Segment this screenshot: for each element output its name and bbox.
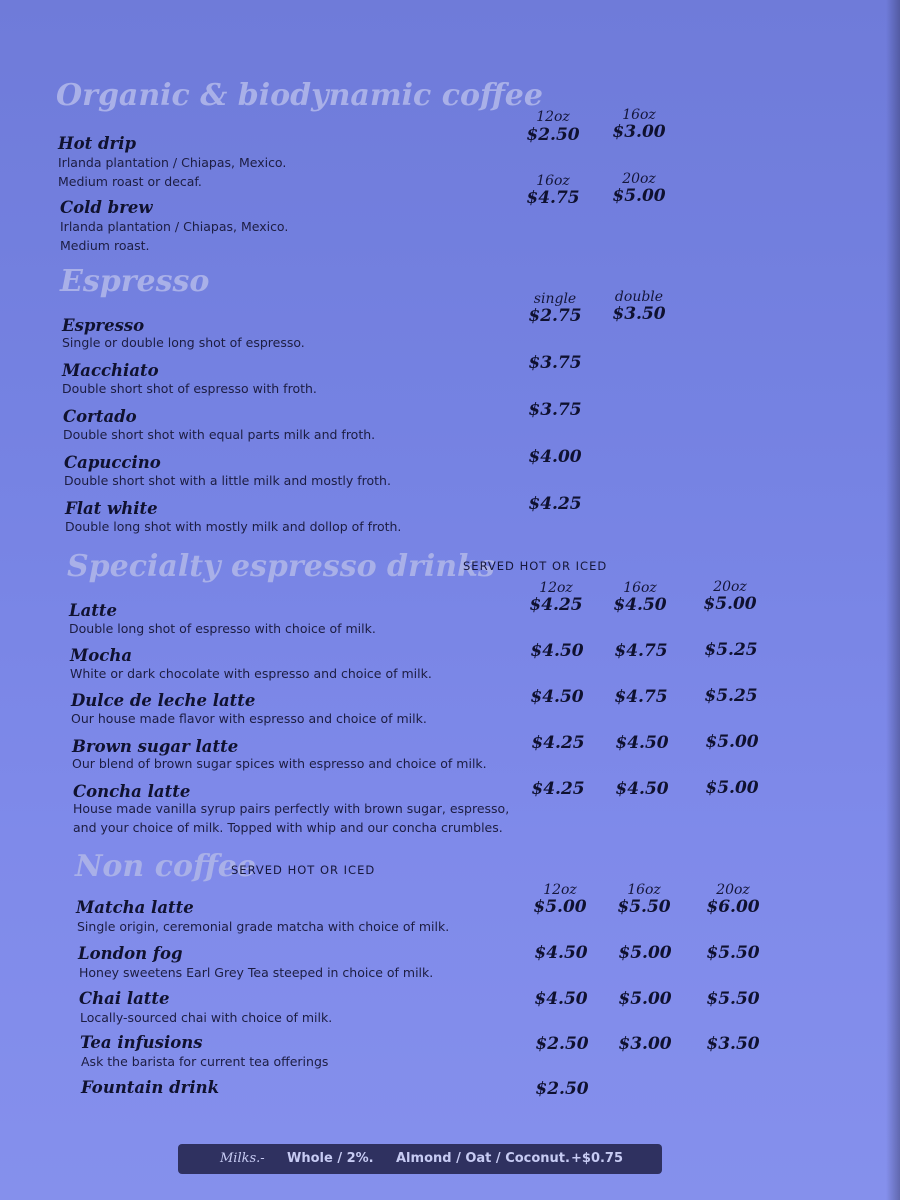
- price-dulce-de-leche-16oz: $4.75: [614, 687, 668, 707]
- price-hot-drip-16oz: $3.00: [612, 122, 666, 142]
- item-name-latte: Latte: [69, 601, 118, 620]
- item-desc-mocha: White or dark chocolate with espresso and choice of milk.: [70, 666, 432, 681]
- price-mocha-20oz: $5.25: [704, 640, 758, 660]
- size-header-single: single: [533, 291, 577, 307]
- price-concha-12oz: $4.25: [531, 779, 585, 799]
- price-chai-12oz: $4.50: [534, 989, 588, 1009]
- price-cold-brew-16oz: $4.75: [526, 188, 580, 208]
- price-tea-infusions-12oz: $2.50: [535, 1034, 589, 1054]
- price-mocha-16oz: $4.75: [614, 641, 668, 661]
- price-concha-16oz: $4.50: [615, 779, 669, 799]
- item-desc-concha-latte: House made vanilla syrup pairs perfectly with brown sugar, espresso, and your choice of milk. Topped with whip and our concha crumbles.: [73, 801, 510, 835]
- size-header-20oz: 20oz: [622, 171, 656, 187]
- item-name-dulce-de-leche-latte: Dulce de leche latte: [71, 691, 256, 710]
- size-header-16oz: 16oz: [536, 173, 570, 189]
- served-hot-or-iced-label: SERVED HOT OR ICED: [463, 559, 608, 573]
- size-header-12oz: 12oz: [536, 109, 570, 125]
- price-fountain-drink: $2.50: [535, 1079, 589, 1099]
- price-dulce-de-leche-20oz: $5.25: [704, 686, 758, 706]
- item-desc-matcha-latte: Single origin, ceremonial grade matcha with choice of milk.: [77, 919, 450, 934]
- item-name-fountain-drink: Fountain drink: [81, 1078, 220, 1097]
- page-edge-shadow: [886, 0, 900, 1200]
- item-desc-capuccino: Double short shot with a little milk and mostly froth.: [64, 473, 391, 488]
- price-tea-infusions-20oz: $3.50: [706, 1034, 760, 1054]
- price-capuccino: $4.00: [528, 447, 582, 467]
- price-hot-drip-12oz: $2.50: [526, 125, 580, 145]
- price-london-fog-12oz: $4.50: [534, 943, 588, 963]
- milks-label: Milks.-: [220, 1151, 265, 1166]
- size-header-16oz: 16oz: [622, 107, 656, 123]
- item-desc-tea-infusions: Ask the barista for current tea offerings: [81, 1054, 329, 1069]
- price-dulce-de-leche-12oz: $4.50: [530, 687, 584, 707]
- item-name-espresso: Espresso: [62, 316, 145, 335]
- item-desc-macchiato: Double short shot of espresso with froth.: [62, 381, 317, 396]
- price-chai-16oz: $5.00: [618, 989, 672, 1009]
- price-latte-12oz: $4.25: [529, 595, 583, 615]
- item-name-capuccino: Capuccino: [64, 453, 161, 472]
- item-name-hot-drip: Hot drip: [58, 134, 136, 153]
- price-latte-20oz: $5.00: [703, 594, 757, 614]
- section-title-organic: Organic & biodynamic coffee: [56, 78, 543, 113]
- item-name-concha-latte: Concha latte: [73, 782, 191, 801]
- price-macchiato: $3.75: [528, 353, 582, 373]
- item-desc-cold-brew: [60, 217, 520, 255]
- item-desc-dulce-de-leche-latte: Our house made flavor with espresso and choice of milk.: [71, 711, 427, 726]
- milks-surcharge: +$0.75: [571, 1151, 624, 1166]
- size-header-double: double: [614, 289, 664, 305]
- served-hot-or-iced-label: SERVED HOT OR ICED: [231, 863, 376, 877]
- size-header-16oz: 16oz: [623, 580, 657, 596]
- section-title-non-coffee: Non coffee: [75, 849, 256, 884]
- price-london-fog-20oz: $5.50: [706, 943, 760, 963]
- price-brown-sugar-20oz: $5.00: [705, 732, 759, 752]
- size-header-20oz: 20oz: [713, 579, 747, 595]
- price-flat-white: $4.25: [528, 494, 582, 514]
- size-header-20oz: 20oz: [716, 882, 750, 898]
- price-espresso-single: $2.75: [528, 306, 582, 326]
- item-desc-line: Medium roast or decaf.: [58, 174, 202, 189]
- item-desc-line: Medium roast.: [60, 238, 150, 253]
- item-name-flat-white: Flat white: [65, 499, 158, 518]
- item-desc-hot-drip: [58, 153, 518, 191]
- item-name-macchiato: Macchiato: [62, 361, 159, 380]
- price-latte-16oz: $4.50: [613, 595, 667, 615]
- item-name-london-fog: London fog: [78, 944, 183, 963]
- item-desc-brown-sugar-latte: Our blend of brown sugar spices with espresso and choice of milk.: [72, 756, 487, 771]
- item-name-mocha: Mocha: [70, 646, 133, 665]
- price-brown-sugar-16oz: $4.50: [615, 733, 669, 753]
- price-matcha-20oz: $6.00: [706, 897, 760, 917]
- item-name-tea-infusions: Tea infusions: [80, 1033, 203, 1052]
- item-name-brown-sugar-latte: Brown sugar latte: [72, 737, 239, 756]
- size-header-12oz: 12oz: [539, 580, 573, 596]
- price-brown-sugar-12oz: $4.25: [531, 733, 585, 753]
- item-desc-latte: Double long shot of espresso with choice of milk.: [69, 621, 376, 636]
- price-chai-20oz: $5.50: [706, 989, 760, 1009]
- item-desc-london-fog: Honey sweetens Earl Grey Tea steeped in choice of milk.: [79, 965, 434, 980]
- milks-standard: Whole / 2%.: [287, 1151, 374, 1166]
- price-tea-infusions-16oz: $3.00: [618, 1034, 672, 1054]
- price-matcha-16oz: $5.50: [617, 897, 671, 917]
- item-name-cold-brew: Cold brew: [60, 198, 153, 217]
- milk-options-bar: [178, 1144, 662, 1174]
- size-header-16oz: 16oz: [627, 882, 661, 898]
- section-title-specialty: Specialty espresso drinks: [67, 549, 495, 584]
- milks-alternative: Almond / Oat / Coconut.: [396, 1151, 570, 1166]
- price-cortado: $3.75: [528, 400, 582, 420]
- item-desc-line: Irlanda plantation / Chiapas, Mexico.: [60, 219, 289, 234]
- size-header-12oz: 12oz: [543, 882, 577, 898]
- price-cold-brew-20oz: $5.00: [612, 186, 666, 206]
- price-concha-20oz: $5.00: [705, 778, 759, 798]
- item-desc-espresso: Single or double long shot of espresso.: [62, 335, 305, 350]
- price-mocha-12oz: $4.50: [530, 641, 584, 661]
- item-desc-line: Irlanda plantation / Chiapas, Mexico.: [58, 155, 287, 170]
- item-desc-chai-latte: Locally-sourced chai with choice of milk.: [80, 1010, 333, 1025]
- section-title-espresso: Espresso: [60, 264, 210, 299]
- price-london-fog-16oz: $5.00: [618, 943, 672, 963]
- price-espresso-double: $3.50: [612, 304, 666, 324]
- item-name-matcha-latte: Matcha latte: [76, 898, 194, 917]
- item-desc-cortado: Double short shot with equal parts milk and froth.: [63, 427, 376, 442]
- item-name-chai-latte: Chai latte: [79, 989, 170, 1008]
- item-desc-flat-white: Double long shot with mostly milk and dollop of froth.: [65, 519, 402, 534]
- price-matcha-12oz: $5.00: [533, 897, 587, 917]
- item-name-cortado: Cortado: [63, 407, 137, 426]
